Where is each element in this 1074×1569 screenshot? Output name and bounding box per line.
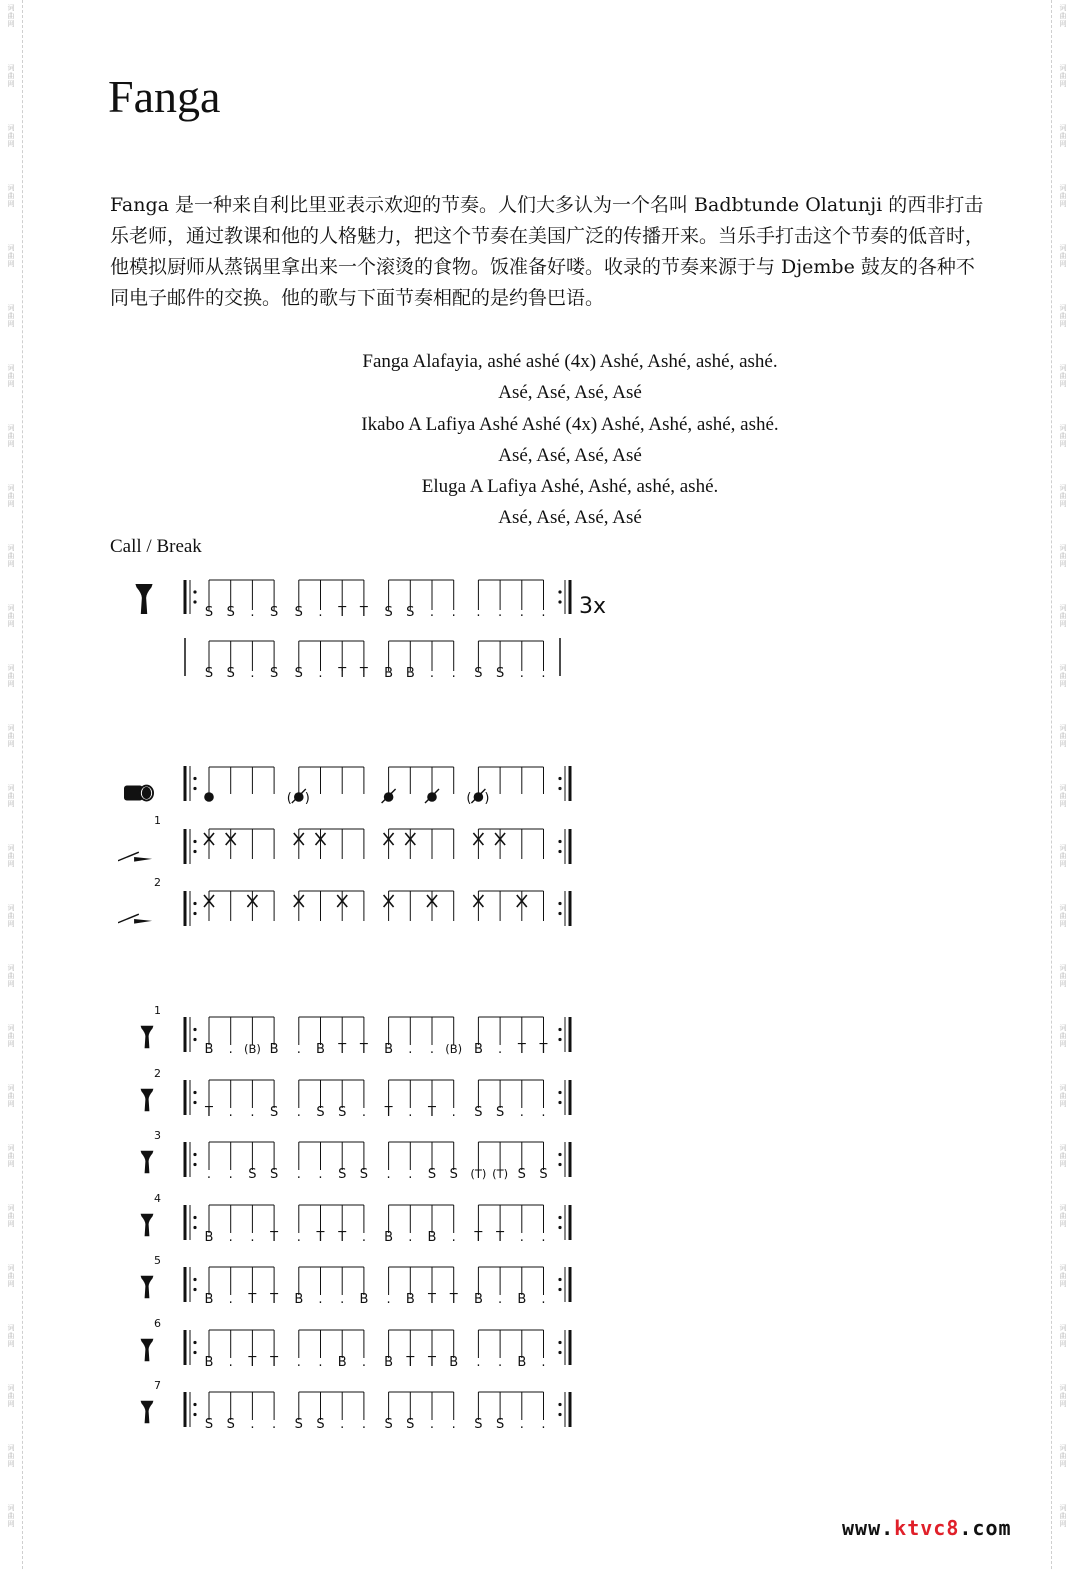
- lyrics-line: Asé, Asé, Asé, Asé: [498, 444, 642, 466]
- watermark-mark: 词 曲 网: [7, 664, 15, 688]
- note-symbol: S: [449, 1167, 458, 1182]
- repeat-dot: [193, 1101, 196, 1104]
- note-symbol: .: [318, 605, 323, 620]
- note-symbol: T: [517, 1042, 526, 1057]
- watermark-mark: 词 曲 网: [7, 304, 15, 328]
- repeat-dot: [193, 1403, 196, 1406]
- note-symbol: S: [204, 605, 214, 620]
- repeat-dot: [193, 902, 196, 905]
- repeat-dot: [193, 1163, 196, 1166]
- note-symbol: T: [248, 1292, 257, 1307]
- watermark-mark: 词 曲 网: [7, 1144, 15, 1168]
- watermark-mark: 词 曲 网: [1059, 1204, 1067, 1228]
- note-symbol: S: [204, 1417, 214, 1432]
- note-symbol: B: [337, 1355, 347, 1370]
- note-symbol: T: [428, 1355, 436, 1370]
- djembe-icon: [141, 1089, 154, 1111]
- note-symbol: T: [270, 1355, 279, 1370]
- watermark-mark: 词 曲 网: [1059, 844, 1067, 868]
- repeat-dot: [558, 1153, 561, 1156]
- intro-paragraph: Fanga 是一种来自利比里亚表示欢迎的节奏。人们大多认为一个名叫 Badbtunde Olatunji 的西非打击乐老师，通过教课和他的人格魅力，把这个节奏在美国广泛的传播开来。当乐手打击这个节奏的低音时，他模拟厨师从蒸锅里拿出来一个滚烫的食物。饭准备好喽。收录的节奏来源于与 Djembe 鼓友的各种不同电子邮件的交换。他的歌与下面节奏相配的是约鲁巴语。: [110, 194, 985, 309]
- note-symbol: .: [519, 1230, 524, 1245]
- note-symbol: T: [205, 1105, 213, 1120]
- note-symbol: .: [250, 666, 255, 681]
- repeat-dot: [193, 600, 196, 603]
- note-symbol: .: [498, 1292, 503, 1307]
- site-logo: [842, 1516, 1012, 1540]
- note-symbol: T: [248, 1355, 257, 1370]
- repeat-dot: [558, 1413, 561, 1416]
- watermark-mark: 词 曲 网: [1059, 244, 1067, 268]
- watermark-mark: 词 曲 网: [1059, 424, 1067, 448]
- watermark-mark: 词 曲 网: [1059, 1504, 1067, 1528]
- note-symbol: T: [539, 1042, 548, 1057]
- repeat-dot: [193, 1226, 196, 1229]
- note-symbol: .: [206, 1167, 212, 1182]
- site-prefix: www.: [842, 1516, 895, 1540]
- bell-icon: [118, 914, 152, 923]
- row-number: 4: [154, 1192, 161, 1205]
- watermark-mark: 词 曲 网: [7, 784, 15, 808]
- row-number: 1: [154, 1004, 161, 1017]
- row-number: 1: [154, 814, 161, 827]
- watermark-mark: 词 曲 网: [1059, 664, 1067, 688]
- watermark-mark: 词 曲 网: [1059, 604, 1067, 628]
- note-symbol: .: [272, 1417, 277, 1432]
- repeat-dot: [193, 1038, 196, 1041]
- watermark-mark: 词 曲 网: [7, 1324, 15, 1348]
- repeat-dot: [558, 850, 561, 853]
- page-title: Fanga: [108, 71, 221, 122]
- note-symbol: .: [476, 605, 481, 620]
- note-symbol: S: [427, 1167, 437, 1182]
- repeat-dot: [558, 902, 561, 905]
- repeat-dot: [558, 1226, 561, 1229]
- note-symbol: B: [449, 1355, 459, 1370]
- watermark-mark: 词 曲 网: [1059, 1324, 1067, 1348]
- watermark-mark: 词 曲 网: [7, 1384, 15, 1408]
- repeat-dot: [193, 840, 196, 843]
- note-symbol: .: [250, 1230, 255, 1245]
- row-number: 5: [154, 1254, 161, 1267]
- note-symbol: S: [226, 1417, 235, 1432]
- watermark-mark: 词 曲 网: [1059, 1384, 1067, 1408]
- note-symbol: B: [384, 1355, 394, 1370]
- dundun-stroke: [474, 792, 484, 802]
- note-symbol: .: [340, 1292, 345, 1307]
- note-symbol: T: [316, 1230, 325, 1245]
- note-symbol: .: [429, 1042, 435, 1057]
- dundun-stroke: [294, 792, 304, 802]
- note-symbol: .: [541, 666, 546, 681]
- repeat-dot: [558, 1278, 561, 1281]
- note-symbol: T: [359, 666, 368, 681]
- note-symbol: S: [294, 666, 303, 681]
- note-symbol: T: [359, 605, 368, 620]
- note-symbol: .: [228, 1042, 233, 1057]
- repeat-dot: [193, 1091, 196, 1094]
- note-symbol: (T): [492, 1167, 509, 1181]
- repeat-dot: [558, 912, 561, 915]
- lyrics-line: Asé, Asé, Asé, Asé: [498, 507, 642, 529]
- note-symbol: S: [294, 605, 303, 620]
- note-symbol: S: [316, 1417, 325, 1432]
- note-symbol: .: [250, 605, 255, 620]
- note-symbol: .: [519, 605, 524, 620]
- note-symbol: .: [451, 1105, 456, 1120]
- note-symbol: B: [427, 1230, 437, 1245]
- note-symbol: .: [519, 666, 524, 681]
- row-number: 7: [154, 1379, 161, 1392]
- row-number: 6: [154, 1317, 161, 1330]
- repeat-dot: [558, 840, 561, 843]
- repeat-dot: [193, 590, 196, 593]
- note-symbol: .: [451, 666, 456, 681]
- note-symbol: T: [384, 1105, 393, 1120]
- note-symbol: B: [384, 1230, 394, 1245]
- note-symbol: T: [449, 1292, 458, 1307]
- note-symbol: .: [408, 1105, 413, 1120]
- note-symbol: S: [316, 1105, 325, 1120]
- watermark-mark: 词 曲 网: [1059, 1444, 1067, 1468]
- dundun-stroke: [384, 792, 394, 802]
- row-number: 2: [154, 1067, 161, 1080]
- note-symbol: .: [250, 1105, 255, 1120]
- watermark-mark: 词 曲 网: [7, 724, 15, 748]
- watermark-mark: 词 曲 网: [1059, 1084, 1067, 1108]
- watermark-mark: 词 曲 网: [7, 1024, 15, 1048]
- repeat-dot: [558, 1163, 561, 1166]
- dundun-stroke: [204, 792, 214, 802]
- watermark-mark: 词 曲 网: [1059, 1264, 1067, 1288]
- repeat-dot: [558, 1101, 561, 1104]
- note-symbol: .: [228, 1355, 233, 1370]
- repeat-dot: [558, 1216, 561, 1219]
- watermark-mark: 词 曲 网: [7, 184, 15, 208]
- note-symbol: S: [495, 1105, 505, 1120]
- repeat-dot: [193, 1413, 196, 1416]
- djembe-icon: [141, 1276, 154, 1298]
- note-symbol: .: [541, 1230, 546, 1245]
- note-symbol: S: [384, 1417, 393, 1432]
- dundun-stroke: [427, 792, 437, 802]
- note-symbol: .: [228, 1105, 233, 1120]
- note-symbol: .: [250, 1417, 255, 1432]
- note-symbol: .: [429, 605, 435, 620]
- note-symbol: (T): [470, 1167, 487, 1181]
- watermark-mark: 词 曲 网: [7, 1264, 15, 1288]
- djembe-icon: [141, 1214, 154, 1236]
- note-symbol: .: [228, 1292, 233, 1307]
- note-symbol: .: [429, 1417, 435, 1432]
- note-symbol: S: [269, 1105, 279, 1120]
- note-symbol: .: [498, 1355, 503, 1370]
- note-symbol: T: [406, 1355, 415, 1370]
- repeat-dot: [193, 912, 196, 915]
- note-symbol: .: [451, 605, 456, 620]
- repeat-count: 3x: [579, 594, 607, 619]
- repeat-dot: [193, 1351, 196, 1354]
- djembe-icon: [141, 1151, 154, 1173]
- watermark-mark: 词 曲 网: [7, 124, 15, 148]
- watermark-mark: 词 曲 网: [1059, 544, 1067, 568]
- repeat-dot: [558, 1091, 561, 1094]
- djembe-icon: [141, 1339, 154, 1361]
- djembe-icon: [141, 1401, 154, 1423]
- watermark-mark: 词 曲 网: [7, 1204, 15, 1228]
- note-symbol: B: [269, 1042, 279, 1057]
- note-symbol: B: [517, 1292, 527, 1307]
- watermark-mark: 词 曲 网: [7, 1084, 15, 1108]
- watermark-mark: 词 曲 网: [1059, 184, 1067, 208]
- note-symbol: (B): [445, 1042, 463, 1056]
- note-symbol: S: [539, 1167, 548, 1182]
- note-symbol: .: [408, 1042, 413, 1057]
- note-symbol: B: [517, 1355, 527, 1370]
- note-symbol: .: [361, 1355, 366, 1370]
- site-name: ktvc8: [894, 1516, 960, 1540]
- dundun-icon: [124, 786, 153, 801]
- note-symbol: S: [294, 1417, 303, 1432]
- repeat-dot: [193, 787, 196, 790]
- note-symbol: S: [517, 1167, 526, 1182]
- repeat-dot: [558, 1341, 561, 1344]
- note-symbol: .: [296, 1105, 301, 1120]
- watermark-mark: 词 曲 网: [1059, 304, 1067, 328]
- repeat-dot: [193, 850, 196, 853]
- note-symbol: T: [428, 1105, 436, 1120]
- note-symbol: .: [296, 1042, 301, 1057]
- note-symbol: S: [204, 666, 214, 681]
- watermark-mark: 词 曲 网: [7, 1504, 15, 1528]
- repeat-dot: [193, 1216, 196, 1219]
- repeat-dot: [193, 1288, 196, 1291]
- note-symbol: S: [406, 1417, 415, 1432]
- note-symbol: B: [204, 1292, 214, 1307]
- lyrics-line: Asé, Asé, Asé, Asé: [498, 382, 642, 404]
- note-symbol: .: [318, 1355, 323, 1370]
- note-symbol: B: [316, 1042, 325, 1057]
- note-symbol: B: [405, 666, 415, 681]
- watermark-mark: 词 曲 网: [1059, 64, 1067, 88]
- watermark-mark: 词 曲 网: [1059, 964, 1067, 988]
- repeat-dot: [558, 1351, 561, 1354]
- repeat-dot: [193, 1153, 196, 1156]
- row-number: 3: [154, 1129, 161, 1142]
- watermark-mark: 词 曲 网: [1059, 904, 1067, 928]
- note-symbol: B: [473, 1292, 483, 1307]
- note-symbol: .: [361, 1230, 366, 1245]
- dundun-paren: (: [466, 791, 472, 806]
- watermark-mark: 词 曲 网: [7, 964, 15, 988]
- repeat-dot: [193, 1028, 196, 1031]
- note-symbol: T: [496, 1230, 505, 1245]
- note-symbol: T: [338, 1042, 347, 1057]
- note-symbol: .: [228, 1167, 233, 1182]
- note-symbol: .: [386, 1167, 391, 1182]
- note-symbol: .: [541, 1105, 546, 1120]
- watermark-mark: 词 曲 网: [7, 244, 15, 268]
- note-symbol: .: [408, 1167, 413, 1182]
- watermark-mark: 词 曲 网: [7, 424, 15, 448]
- watermark-mark: 词 曲 网: [7, 604, 15, 628]
- note-symbol: S: [384, 605, 393, 620]
- watermark-mark: 词 曲 网: [7, 4, 15, 28]
- repeat-dot: [558, 1288, 561, 1291]
- repeat-dot: [558, 1403, 561, 1406]
- note-symbol: .: [451, 1417, 456, 1432]
- site-suffix: .com: [959, 1516, 1012, 1540]
- row-number: 2: [154, 876, 161, 889]
- note-symbol: S: [474, 1105, 483, 1120]
- note-symbol: T: [428, 1292, 436, 1307]
- repeat-dot: [558, 787, 561, 790]
- watermark-mark: 词 曲 网: [1059, 4, 1067, 28]
- note-symbol: .: [498, 1042, 503, 1057]
- note-symbol: S: [269, 1167, 279, 1182]
- note-symbol: T: [474, 1230, 483, 1245]
- lyrics-line: Eluga A Lafiya Ashé, Ashé, ashé, ashé.: [421, 476, 719, 498]
- note-symbol: B: [204, 1042, 214, 1057]
- note-symbol: S: [359, 1167, 369, 1182]
- repeat-dot: [558, 777, 561, 780]
- note-symbol: S: [495, 1417, 505, 1432]
- note-symbol: .: [519, 1105, 524, 1120]
- note-symbol: .: [451, 1230, 456, 1245]
- note-symbol: S: [495, 666, 505, 681]
- note-symbol: S: [269, 666, 279, 681]
- note-symbol: T: [270, 1230, 279, 1245]
- note-symbol: .: [296, 1167, 301, 1182]
- djembe-icon: [141, 1026, 154, 1048]
- repeat-dot: [193, 777, 196, 780]
- note-symbol: S: [474, 666, 483, 681]
- watermark-mark: 词 曲 网: [1059, 1144, 1067, 1168]
- dundun-paren: ): [484, 791, 490, 806]
- note-symbol: .: [318, 1167, 323, 1182]
- note-symbol: B: [294, 1292, 304, 1307]
- note-symbol: .: [296, 1230, 301, 1245]
- repeat-dot: [193, 1341, 196, 1344]
- note-symbol: S: [406, 605, 415, 620]
- note-symbol: .: [361, 1105, 366, 1120]
- note-symbol: .: [476, 1355, 481, 1370]
- note-symbol: .: [541, 605, 546, 620]
- repeat-dot: [193, 1278, 196, 1281]
- note-symbol: S: [338, 1105, 347, 1120]
- watermark-mark: 词 曲 网: [7, 64, 15, 88]
- note-symbol: B: [204, 1355, 214, 1370]
- watermark-mark: 词 曲 网: [1059, 1024, 1067, 1048]
- note-symbol: .: [228, 1230, 233, 1245]
- dundun-paren: (: [286, 791, 292, 806]
- note-symbol: S: [226, 666, 235, 681]
- note-symbol: .: [318, 1292, 323, 1307]
- note-symbol: .: [408, 1230, 413, 1245]
- note-symbol: T: [338, 1230, 347, 1245]
- lyrics-line: Ikabo A Lafiya Ashé Ashé (4x) Ashé, Ashé, ashé, ashé.: [361, 413, 779, 435]
- note-symbol: S: [269, 605, 279, 620]
- repeat-dot: [558, 600, 561, 603]
- note-symbol: S: [226, 605, 235, 620]
- note-symbol: .: [296, 1355, 301, 1370]
- note-symbol: T: [338, 605, 347, 620]
- note-symbol: (B): [243, 1042, 261, 1056]
- note-symbol: S: [474, 1417, 483, 1432]
- note-symbol: .: [361, 1417, 366, 1432]
- note-symbol: .: [318, 666, 323, 681]
- note-symbol: .: [541, 1355, 546, 1370]
- watermark-mark: 词 曲 网: [1059, 484, 1067, 508]
- note-symbol: B: [204, 1230, 214, 1245]
- djembe-icon: [135, 584, 152, 614]
- watermark-mark: 词 曲 网: [7, 484, 15, 508]
- note-symbol: B: [473, 1042, 483, 1057]
- watermark-mark: 词 曲 网: [1059, 724, 1067, 748]
- call-break-label: Call / Break: [110, 536, 202, 557]
- watermark-mark: 词 曲 网: [7, 544, 15, 568]
- note-symbol: S: [248, 1167, 257, 1182]
- watermark-mark: 词 曲 网: [7, 904, 15, 928]
- note-symbol: T: [359, 1042, 368, 1057]
- watermark-mark: 词 曲 网: [1059, 364, 1067, 388]
- bell-icon: [118, 852, 152, 861]
- note-symbol: B: [384, 1042, 394, 1057]
- watermark-mark: 词 曲 网: [7, 844, 15, 868]
- watermark-mark: 词 曲 网: [1059, 784, 1067, 808]
- note-symbol: T: [338, 666, 347, 681]
- note-symbol: .: [519, 1417, 524, 1432]
- note-symbol: .: [498, 605, 503, 620]
- note-symbol: .: [541, 1417, 546, 1432]
- note-symbol: .: [340, 1417, 345, 1432]
- note-symbol: T: [270, 1292, 279, 1307]
- repeat-dot: [558, 1028, 561, 1031]
- repeat-dot: [558, 1038, 561, 1041]
- repeat-dot: [558, 590, 561, 593]
- note-symbol: B: [384, 666, 394, 681]
- lyrics-line: Fanga Alafayia, ashé ashé (4x) Ashé, Ashé, ashé, ashé.: [362, 351, 778, 372]
- watermark-mark: 词 曲 网: [1059, 124, 1067, 148]
- note-symbol: B: [405, 1292, 415, 1307]
- dundun-paren: ): [304, 791, 310, 806]
- watermark-mark: 词 曲 网: [7, 1444, 15, 1468]
- note-symbol: .: [386, 1292, 391, 1307]
- note-symbol: B: [359, 1292, 369, 1307]
- note-symbol: .: [429, 666, 435, 681]
- note-symbol: S: [338, 1167, 347, 1182]
- watermark-mark: 词 曲 网: [7, 364, 15, 388]
- note-symbol: .: [541, 1292, 546, 1307]
